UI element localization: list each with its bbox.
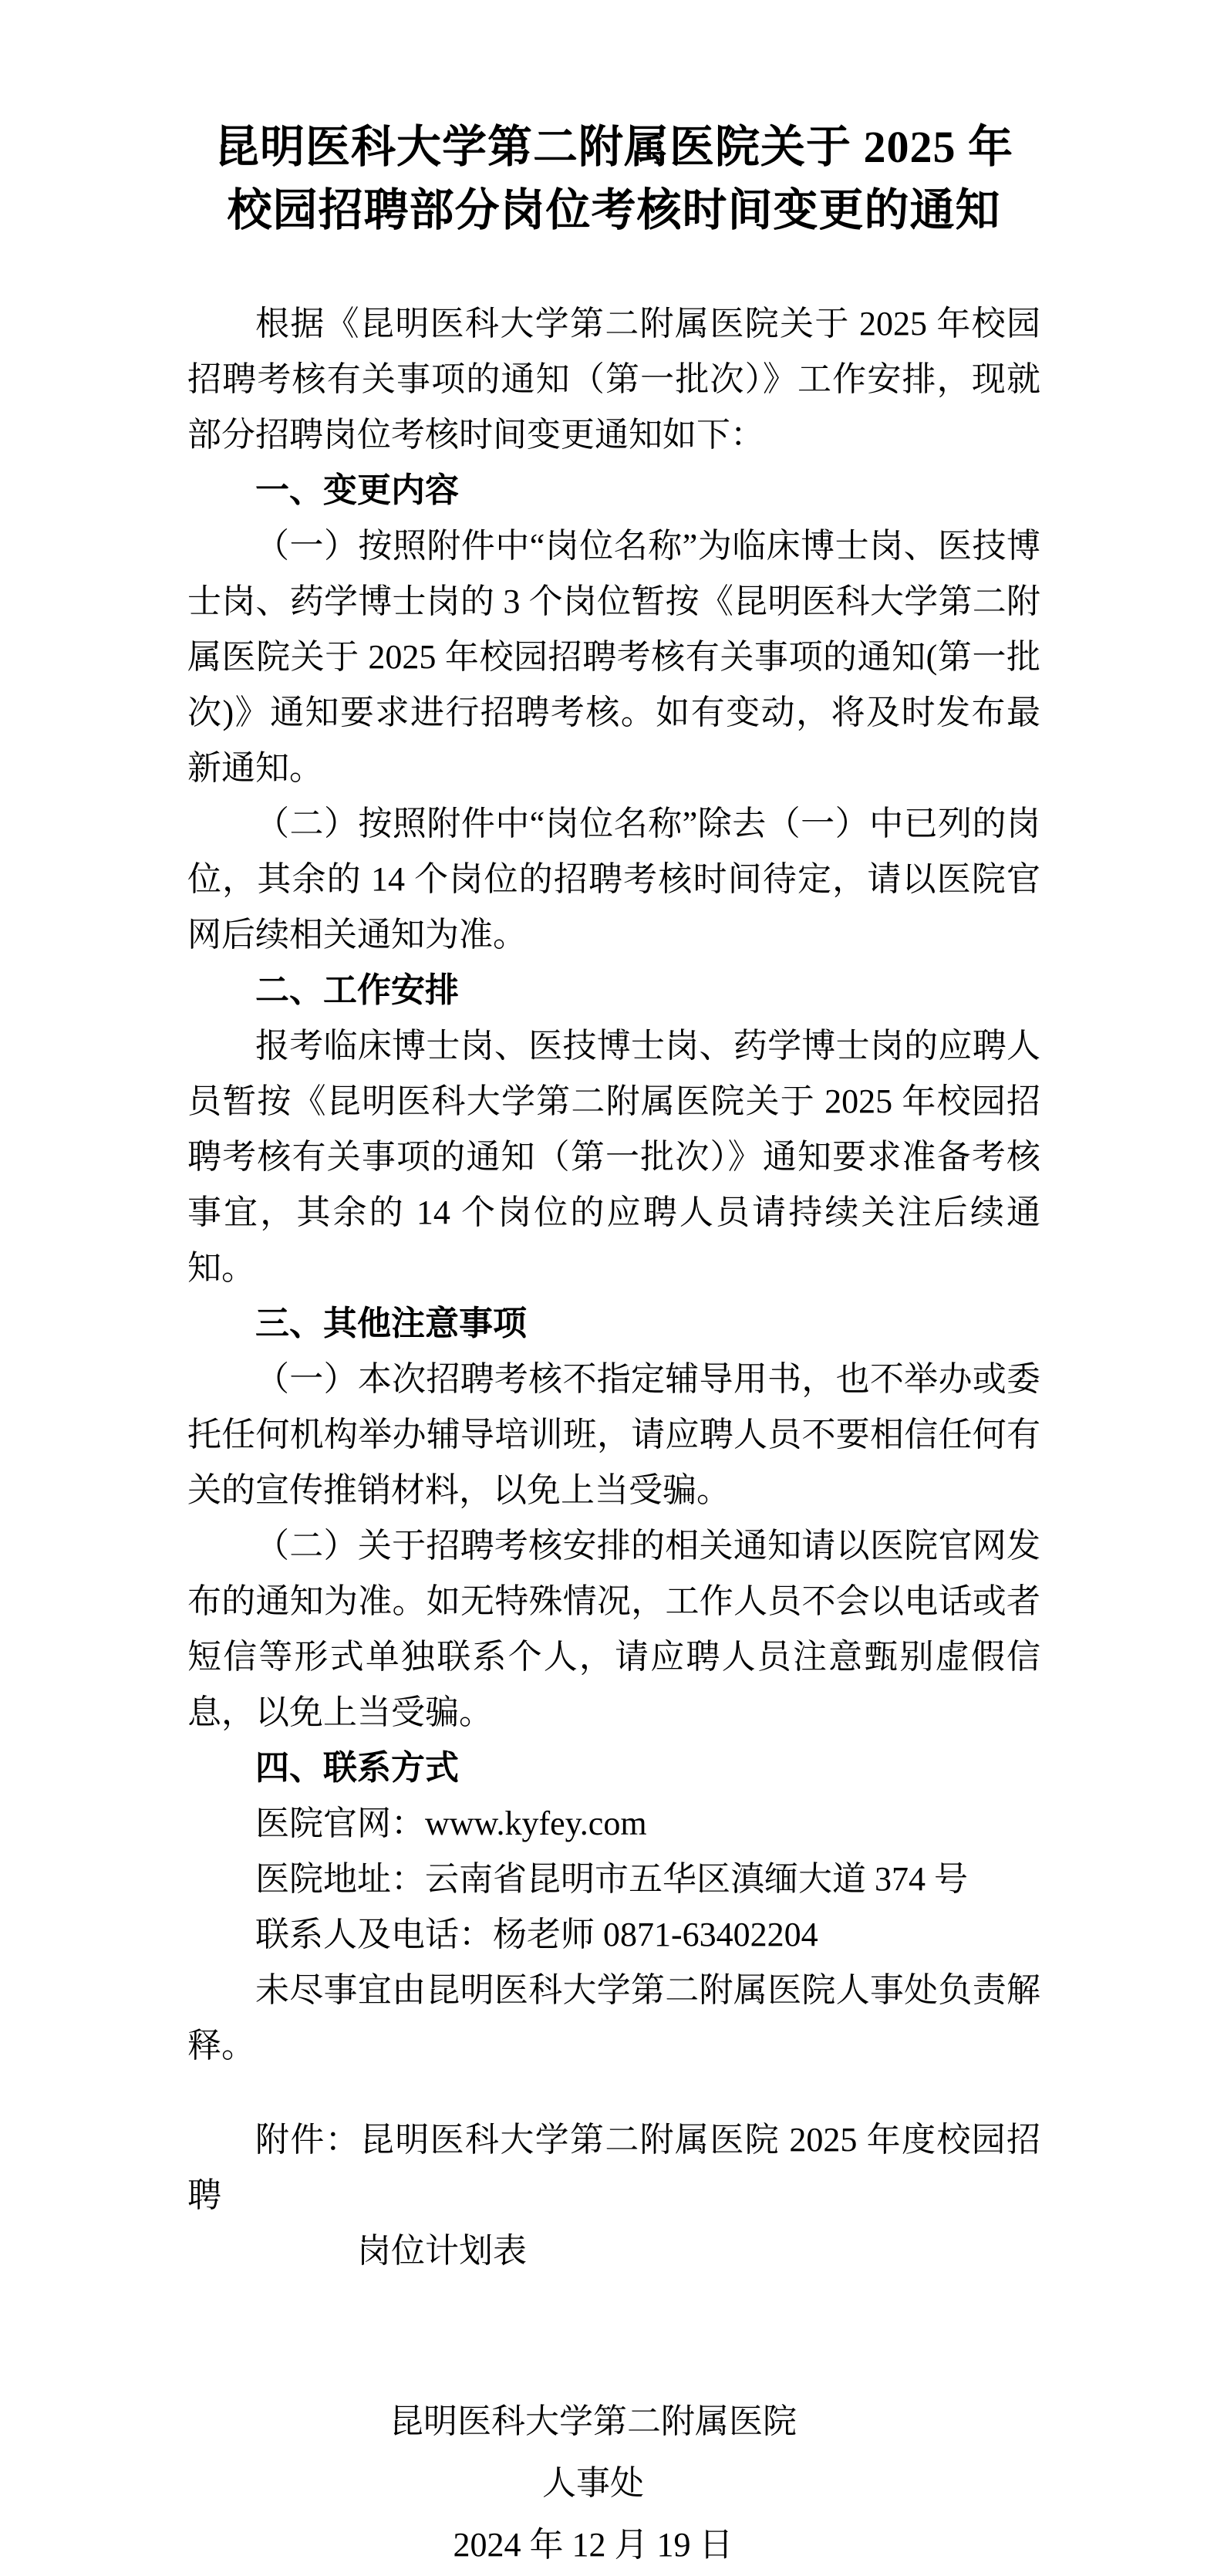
contact-address-line: 医院地址：云南省昆明市五华区滇缅大道 374 号 (255, 1860, 968, 1898)
signature-organization: 昆明医科大学第二附属医院 (389, 2402, 797, 2440)
document-title-line-1: 昆明医科大学第二附属医院关于 2025 年 (214, 122, 1013, 172)
intro-paragraph: 根据《昆明医科大学第二附属医院关于 2025 年校园招聘考核有关事项的通知（第一批次）》工作安排，现就部分招聘岗位考核时间变更通知如下： (187, 305, 1040, 454)
signature-block (354, 2391, 832, 2576)
attachment-note (187, 2112, 1040, 2279)
attachment-line-2: 岗位计划表 (357, 2232, 527, 2270)
section-2-heading: 二、工作安排 (255, 971, 459, 1009)
section-3-heading: 三、其他注意事项 (255, 1305, 527, 1342)
section-1-paragraph-1: （一）按照附件中“岗位名称”为临床博士岗、医技博士岗、药学博士岗的 3 个岗位暂按《昆明医科大学第二附属医院关于 2025 年校园招聘考核有关事项的通知(第一批次)》通知要求进行招聘考核。如有变动，将及时发布最新通知。 (187, 527, 1040, 787)
section-1-heading: 一、变更内容 (255, 471, 459, 509)
contact-website-line: 医院官网：www.kyfey.com (255, 1805, 647, 1842)
section-4-heading: 四、联系方式 (255, 1749, 459, 1787)
section-3-paragraph-1: （一）本次招聘考核不指定辅导用书，也不举办或委托任何机构举办辅导培训班，请应聘人员不要相信任何有关的宣传推销材料，以免上当受骗。 (187, 1360, 1040, 1509)
document-body (187, 296, 1040, 2576)
section-2-paragraph-1: 报考临床博士岗、医技博士岗、药学博士岗的应聘人员暂按《昆明医科大学第二附属医院关于 2025 年校园招聘考核有关事项的通知（第一批次）》通知要求准备考核事宜，其余的 14 个岗位的应聘人员请持续关注后续通知。 (187, 1027, 1040, 1287)
attachment-line-1: 附件：昆明医科大学第二附属医院 2025 年度校园招聘 (187, 2121, 1040, 2214)
signature-department: 人事处 (542, 2464, 644, 2502)
section-1-paragraph-2: （二）按照附件中“岗位名称”除去（一）中已列的岗位，其余的 14 个岗位的招聘考核时间待定，请以医院官网后续相关通知为准。 (187, 805, 1040, 954)
contact-phone-line: 联系人及电话：杨老师 0871-63402204 (255, 1916, 818, 1953)
document-title (187, 116, 1040, 242)
section-3-paragraph-2: （二）关于招聘考核安排的相关通知请以医院官网发布的通知为准。如无特殊情况，工作人员不会以电话或者短信等形式单独联系个人，请应聘人员注意甄别虚假信息，以免上当受骗。 (187, 1527, 1040, 1731)
document-title-line-2: 校园招聘部分岗位考核时间变更的通知 (227, 185, 1001, 235)
interpretation-paragraph: 未尽事宜由昆明医科大学第二附属医院人事处负责解释。 (187, 1971, 1040, 2065)
signature-date: 2024 年 12 月 19 日 (453, 2526, 733, 2564)
